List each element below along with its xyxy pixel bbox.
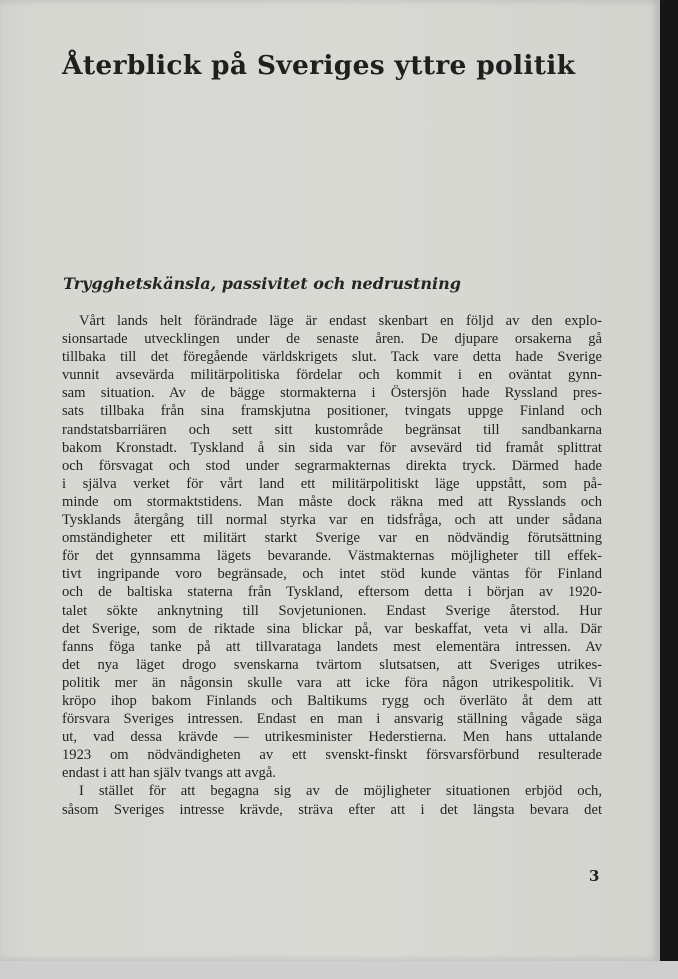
- text-line: minde om stormaktstidens. Man måste dock räkna med att Rysslands och: [62, 493, 602, 510]
- text-line: för det gynnsamma lägets bevarande. Västmakternas möjligheter till effek-: [62, 548, 602, 565]
- text-line: såsom Sveriges intresse krävde, sträva efter att i det längsta bevara det: [62, 801, 602, 818]
- text-line: det nya läget drogo svenskarna tvärtom slutsatsen, att Sveriges utrikes-: [62, 656, 602, 673]
- page-title: Återblick på Sveriges yttre politik: [62, 50, 576, 81]
- text-line: sionsartade utvecklingen under de senaste åren. De djupare orsakerna gå: [62, 331, 602, 348]
- text-line: politik mer än någonsin skulle vara att icke föra någon utrikespolitik. Vi: [62, 674, 602, 691]
- page-number: 3: [589, 867, 600, 885]
- text-line: Vårt lands helt förändrade läge är endast skenbart en följd av den explo-: [79, 313, 602, 329]
- text-line: endast i att han själv tvangs att avgå.: [62, 765, 276, 782]
- text-line: i själva verket för vårt land ett militärpolitiskt läge uppstått, som på-: [62, 475, 602, 492]
- text-line: det Sverige, som de riktade sina blickar på, var beskaffat, veta vi alla. Där: [62, 620, 602, 637]
- body-text: [62, 312, 602, 819]
- page-edge-shadow: [660, 0, 678, 961]
- section-heading: Trygghetskänsla, passivitet och nedrustning: [63, 274, 461, 293]
- text-line: fanns föga tanke på att tillvarataga landets mest elementära intressen. Av: [62, 638, 602, 655]
- text-line: sam situation. Av de bägge stormakterna i Östersjön hade Ryssland pres-: [62, 385, 602, 402]
- text-line: ut, vad dessa krävde — utrikesminister Hederstierna. Men hans uttalande: [62, 729, 602, 746]
- text-line: tivt ingripande voro begränsade, och intet stöd kunde väntas för Finland: [62, 566, 602, 583]
- text-line: randstatsbarriären och sett sitt kustområde begränsat till sandbankarna: [62, 421, 602, 438]
- text-line: vunnit avsevärda militärpolitiska fördelar och kommit i en oväntat gynn-: [62, 367, 602, 384]
- text-line: Tysklands återgång till normal styrka var en tidsfråga, och att under sådana: [62, 512, 602, 529]
- text-line: omständigheter ett militärt starkt Sverige var en nödvändig förutsättning: [62, 530, 602, 547]
- text-line: 1923 om nödvändigheten av ett svenskt-finskt försvarsförbund resulterade: [62, 747, 602, 764]
- text-line: bakom Kronstadt. Tyskland å sin sida var för avsevärd tid framåt splittrat: [62, 439, 602, 456]
- text-line: kröpo ihop bakom Finlands och Baltikums rygg och överläto åt dem att: [62, 692, 602, 709]
- text-line: och försvagat och stod under segrarmakternas direkta tryck. Därmed hade: [62, 457, 602, 474]
- text-line: försvara Sveriges intressen. Endast en man i ansvarig ställning vågade säga: [62, 711, 602, 728]
- text-line: tillbaka till det föregående världskrigets slut. Tack vare detta hade Sverige: [62, 349, 602, 366]
- text-line: och de baltiska staterna från Tyskland, eftersom detta i början av 1920-: [62, 584, 602, 601]
- text-line: I stället för att begagna sig av de möjligheter situationen erbjöd och,: [79, 783, 602, 800]
- text-line: sats tillbaka från sina framskjutna positioner, tvingats uppge Finland och: [62, 403, 602, 420]
- background-strip: [0, 961, 678, 979]
- text-line: talet sökte anknytning till Sovjetunionen. Endast Sverige återstod. Hur: [62, 602, 602, 619]
